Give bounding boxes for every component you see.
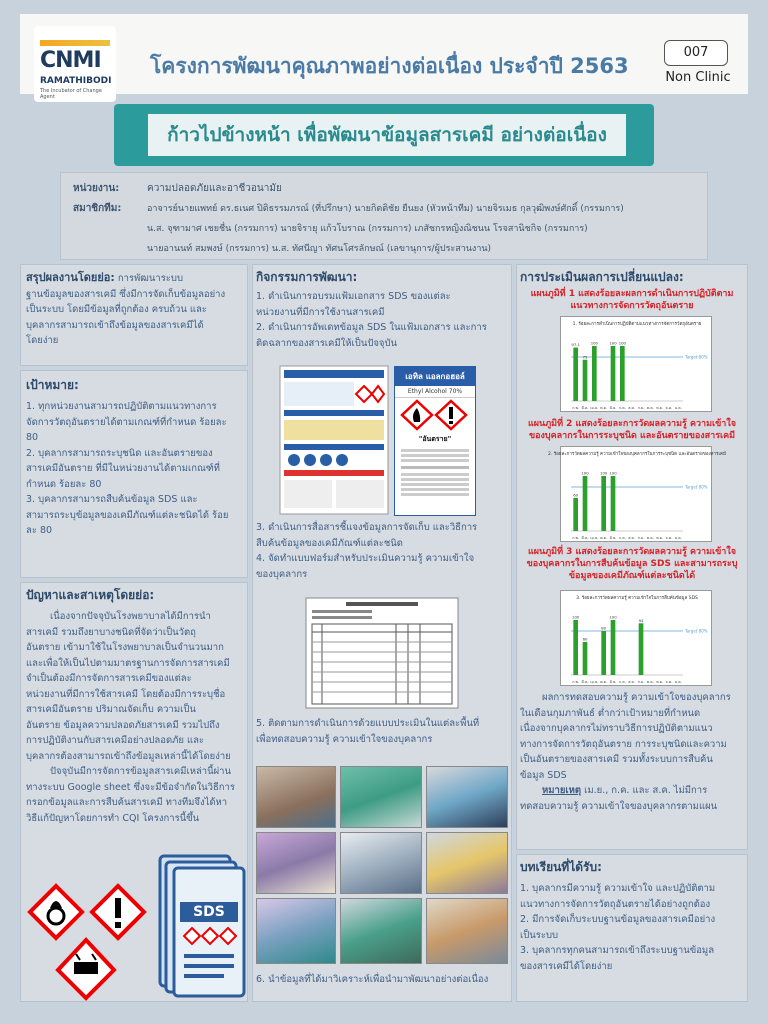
x-tick-label: ก.ค. [618, 536, 626, 540]
result-line: ทางการจัดการวัตถุอันตราย การระบุชนิดและความ [520, 738, 727, 750]
flammable-exclamation-icons [395, 398, 475, 432]
chart-title-text: 2. ร้อยละการวัดผลความรู้ ความเข้าใจของบุคลากรในการระบุชนิด และอันตรายของสารเคมี [548, 452, 726, 457]
x-tick-label: ก.พ. [572, 406, 580, 410]
x-tick-label: ต.ค. [646, 680, 654, 684]
members-line: น.ส. จุฑามาศ เชยชื่น (กรรมการ) นายจิรายุ แก้วโบราณ (กรรมการ) เภสัชกรหญิงณิชนน โรจสานิชกิจ (กรรมการ) [147, 224, 588, 234]
problem-line: วิธีแก้ปัญหาโดยการทำ CQI โครงการนี้ขึ้น [26, 812, 200, 824]
lesson-line: 1. บุคลากรมีความรู้ ความเข้าใจ และปฏิบัติตาม [520, 883, 716, 894]
problem-line: ปัจจุบันมีการจัดการข้อมูลสารเคมีเหล่านี้ผ่าน [50, 766, 232, 777]
oxidizer-icon [30, 886, 82, 938]
data-label: 60 [573, 492, 579, 498]
summary-heading: สรุปผลงานโดยย่อ: [26, 271, 115, 284]
x-tick-label: ส.ค. [628, 406, 636, 410]
x-tick-label: ต.ค. [646, 406, 654, 410]
project-category: Non Clinic [665, 70, 731, 85]
summary-line: บุคลากรสามารถเข้าถึงข้อมูลของสารเคมีได้ [26, 319, 204, 331]
chart2-title-line: แผนภูมิที่ 2 แสดงร้อยละการวัดผลความรู้ ความเข้าใจ [527, 419, 736, 429]
result-line: ข้อมูล SDS [520, 769, 567, 781]
bar [620, 346, 625, 401]
data-label: 60 [582, 636, 588, 642]
x-tick-label: ธ.ค. [665, 680, 673, 684]
sds-label: SDS [193, 904, 225, 920]
x-tick-label: มิ.ย. [609, 680, 617, 684]
data-label: 100 [609, 340, 617, 346]
lesson-line: ของสารเคมีได้โดยง่าย [520, 960, 613, 972]
goal-line: 80 [26, 432, 39, 443]
activity-line: เพื่อทดสอบความรู้ ความเข้าใจของบุคลากร [256, 733, 433, 745]
x-tick-label: เม.ย. [590, 680, 599, 684]
activity-line: 2. ดำเนินการอัพเดทข้อมูล SDS ในแฟ้มเอกสาร และการ [256, 322, 487, 333]
data-label: 100 [609, 614, 617, 620]
activities-text-2 [256, 520, 512, 582]
x-tick-label: ธ.ค. [665, 536, 673, 540]
problems-text [26, 586, 248, 826]
problem-line: จำเป็นต้องมีการจัดการสารเคมีของแต่ละ [26, 673, 192, 684]
x-tick-label: ม.ค. [674, 536, 682, 540]
chart-2 [548, 446, 726, 542]
activity-line: หน่วยงานที่มีการใช้งานสารเคมี [256, 306, 385, 318]
chemical-label-subtitle: Ethyl Alcohol 70% [395, 386, 475, 398]
problem-line: การปฏิบัติงานกับสารเคมีอย่างปลอดภัย และ [26, 735, 205, 746]
activity-photo [426, 832, 508, 894]
x-tick-label: ต.ค. [646, 536, 654, 540]
x-tick-label: ก.ย. [637, 680, 645, 684]
activity-line: ติดฉลากของสารเคมีให้เป็นปัจจุบัน [256, 337, 398, 349]
summary-line: ฐานข้อมูลของสารเคมี ซึ่งมีการจัดเก็บข้อมูลอย่าง [26, 288, 226, 300]
logo-sub-text: RAMATHIBODI [40, 76, 112, 86]
activity-photo [340, 832, 422, 894]
goal-line: สามารถระบุข้อมูลของเคมีภัณฑ์แต่ละชนิดได้ ร้อย [26, 509, 229, 521]
x-tick-label: พ.ย. [656, 680, 664, 684]
activity-line: 1. ดำเนินการอบรมแฟ้มเอกสาร SDS ของแต่ละ [256, 291, 451, 302]
chemical-label-title: เอทิล แอลกอฮอล์ [395, 367, 475, 386]
summary-line: การพัฒนาระบบ [117, 273, 183, 284]
bar [573, 348, 578, 401]
problem-line: บุคลากรต้องสามารถเข้าถึงข้อมูลเหล่านี้ได้โดยง่าย [26, 750, 231, 762]
activity-line: 3. ดำเนินการสื่อสารชี้แจงข้อมูลการจัดเก็บ และวิธีการ [256, 522, 478, 533]
activity-line: 6. นำข้อมูลที่ได้มาวิเคราะห์เพื่อนำมาพัฒนาอย่างต่อเนื่อง [256, 974, 489, 985]
x-tick-label: มี.ค. [581, 406, 589, 410]
x-tick-label: มี.ค. [581, 536, 589, 540]
data-label: 97.1 [571, 342, 580, 348]
data-label: 100 [600, 470, 608, 476]
data-label: 100 [572, 614, 580, 620]
problem-line: กรอกข้อมูลและการสืบค้นสารเคมี ทางทีมจึงได้หา [26, 797, 228, 808]
summary-line: โดยง่าย [26, 335, 59, 346]
result-line: เป็นอันตรายของสารเคมี รวมทั้งระบบการสืบค้น [520, 754, 713, 765]
logo-tagline: The Incubator of Change Agent [40, 88, 102, 100]
x-tick-label: ม.ค. [674, 406, 682, 410]
chart-1 [560, 316, 712, 412]
bar [639, 623, 644, 675]
x-tick-label: ก.ค. [618, 680, 626, 684]
problem-line: อันตราย ข้อมูลความปลอดภัยสารเคมี รวมไปถึง [26, 719, 220, 731]
problem-line: อันตราย เข้ามาใช้ในโรงพยาบาลเป็นจำนวนมาก [26, 642, 224, 653]
problems-heading: ปัญหาและสาเหตุโดยย่อ: [26, 588, 155, 602]
team-info [60, 172, 708, 260]
data-label: 100 [609, 470, 617, 476]
problem-line: สารเคมีอันตราย ปริมาณจัดเก็บ ความเป็น [26, 704, 196, 715]
x-tick-label: ก.ย. [637, 406, 645, 410]
x-tick-label: ก.ค. [618, 406, 626, 410]
chart3-title [518, 546, 746, 582]
target-label: Target 80% [685, 354, 708, 360]
bar [611, 476, 616, 531]
x-tick-label: ส.ค. [628, 680, 636, 684]
members-label: สมาชิกทีม: [73, 203, 122, 214]
x-tick-label: พ.ค. [600, 536, 608, 540]
bar [583, 360, 588, 401]
x-tick-label: ก.พ. [572, 536, 580, 540]
bar [592, 346, 597, 401]
chart-3 [560, 590, 712, 686]
note-line: ทดสอบความรู้ ความเข้าใจของบุคลากรตามแผน [520, 800, 718, 812]
lesson-line: เป็นระบบ [520, 929, 559, 941]
unit-label: หน่วยงาน: [73, 183, 120, 194]
goal-line: 1. ทุกหน่วยงานสามารถปฏิบัติตามแนวทางการ [26, 401, 217, 412]
chart3-title-line: แผนภูมิที่ 3 แสดงร้อยละการวัดผลความรู้ ความเข้าใจ [527, 547, 736, 557]
goal-line: สารเคมีอันตราย ที่มีในหน่วยงานได้ตามเกณฑ์ที่ [26, 463, 220, 474]
lesson-line: 2. มีการจัดเก็บระบบฐานข้อมูลของสารเคมีอย่าง [520, 914, 716, 925]
bar [601, 631, 606, 675]
x-tick-label: พ.ค. [600, 406, 608, 410]
summary-line: เป็นระบบ โดยมีข้อมูลที่ถูกต้อง ครบถ้วน และ [26, 304, 207, 315]
chart2-title [518, 418, 746, 442]
bar [611, 346, 616, 401]
x-tick-label: เม.ย. [590, 406, 599, 410]
problem-line: เนื่องจากปัจจุบันโรงพยาบาลได้มีการนำ [50, 611, 211, 622]
goals-heading: เป้าหมาย: [26, 378, 79, 392]
activity-line: ของบุคลากร [256, 568, 308, 580]
data-label: 100 [618, 340, 626, 346]
x-tick-label: ก.ย. [637, 536, 645, 540]
x-tick-label: พ.ค. [600, 680, 608, 684]
chart2-title-line: ของบุคลากรในการระบุชนิด และอันตรายของสารเคมี [528, 431, 736, 441]
exclamation-icon [92, 886, 144, 938]
activity-line: 5. ติดตามการดำเนินการด้วยแบบประเมินในแต่ละพื้นที่ [256, 718, 480, 729]
hazard-pictograms [26, 882, 156, 1002]
lesson-line: 3. บุคลากรทุกคนสามารถเข้าถึงระบบฐานข้อมูล [520, 945, 715, 956]
chart1-title-line: แนวทางการจัดการวัตถุอันตราย [570, 301, 694, 311]
x-tick-label: ก.พ. [572, 680, 580, 684]
x-tick-label: พ.ย. [656, 536, 664, 540]
activities-text-3 [256, 716, 512, 747]
bar [573, 498, 578, 531]
logo-main-text: CNMI [40, 48, 101, 73]
sds-file-thumbnail [280, 366, 388, 514]
bar [611, 620, 616, 675]
goal-line: ละ 80 [26, 525, 53, 536]
activity-photo [256, 766, 336, 828]
data-label: 75 [582, 354, 588, 360]
bar [583, 642, 588, 675]
chemical-label-warning: "อันตราย" [418, 435, 452, 443]
page-title: โครงการพัฒนาคุณภาพอย่างต่อเนื่อง ประจำปี 2563 [150, 54, 629, 78]
x-tick-label: มี.ค. [581, 680, 589, 684]
activity-photo [340, 898, 422, 964]
activity-line: 4. จัดทำแบบฟอร์มสำหรับประเมินความรู้ ความเข้าใจ [256, 553, 475, 564]
chart-title-text: 3. ร้อยละการวัดผลความรู้ ความเข้าใจในการสืบค้นข้อมูล SDS [576, 596, 698, 601]
bar [601, 476, 606, 531]
problem-line: และเพื่อให้เป็นไปตามมาตรฐานการจัดการสารเคมี [26, 657, 230, 669]
result-line: เนื่องจากบุคลากรไม่ทราบวิธีการปฏิบัติตามแนว [520, 723, 713, 734]
bar [583, 476, 588, 531]
data-label: 80 [601, 625, 607, 631]
data-label: 100 [581, 470, 589, 476]
x-tick-label: ส.ค. [628, 536, 636, 540]
project-code: 007 [664, 40, 728, 66]
goal-line: 2. บุคลากรสามารถระบุชนิด และอันตรายของ [26, 447, 213, 459]
goal-line: 3. บุคลากรสามารถสืบค้นข้อมูล SDS และ [26, 494, 198, 505]
lessons-text [520, 858, 746, 974]
chart3-title-line: ข้อมูลของเคมีภัณฑ์แต่ละชนิดได้ [568, 571, 696, 581]
note-line: เม.ย., ก.ค. และ ส.ค. ไม่มีการ [584, 785, 708, 796]
activity-photo [426, 898, 508, 964]
chart1-title [518, 288, 746, 312]
activity-photo [340, 766, 422, 828]
result-line: ผลการทดสอบความรู้ ความเข้าใจของบุคลากร [542, 692, 731, 703]
activity-line: สืบค้นข้อมูลของเคมีภัณฑ์แต่ละชนิด [256, 537, 403, 549]
lesson-line: แนวทางการจัดการวัตถุอันตรายได้อย่างถูกต้อง [520, 898, 711, 910]
cnmi-logo [34, 26, 116, 102]
activity-photo [256, 898, 336, 964]
target-label: Target 80% [685, 628, 708, 634]
data-label: 94 [638, 617, 644, 623]
activity-photo [426, 766, 508, 828]
chart3-title-line: ของบุคลากรในการสืบค้นข้อมูล SDS และสามารถระบุ [526, 559, 738, 569]
sds-document-icon [156, 850, 248, 1000]
lessons-heading: บทเรียนที่ได้รับ: [520, 860, 602, 874]
target-label: Target 80% [685, 484, 708, 490]
chemical-label [394, 366, 476, 516]
x-tick-label: เม.ย. [590, 536, 599, 540]
activity-photo [256, 832, 336, 894]
project-title: ก้าวไปข้างหน้า เพื่อพัฒนาข้อมูลสารเคมี อย่างต่อเนื่อง [167, 124, 607, 146]
note-label: หมายเหตุ [542, 785, 582, 796]
x-tick-label: ม.ค. [674, 680, 682, 684]
goal-line: จัดการวัตถุอันตรายได้ตามเกณฑ์ที่กำหนด ร้อยละ [26, 416, 227, 428]
x-tick-label: ธ.ค. [665, 406, 673, 410]
chart1-title-line: แผนภูมิที่ 1 แสดงร้อยละผลการดำเนินการปฏิบัติตาม [530, 289, 734, 299]
x-tick-label: พ.ย. [656, 406, 664, 410]
assessment-form-thumbnail [306, 598, 458, 708]
evaluation-heading: การประเมินผลการเปลี่ยนแปลง: [520, 270, 684, 284]
activities-text-1 [256, 268, 512, 351]
unit-value: ความปลอดภัยและอาชีวอนามัย [147, 183, 282, 194]
data-label: 100 [590, 340, 598, 346]
corrosive-icon [58, 940, 114, 998]
problem-line: สารเคมี รวมถึงยาบางชนิดที่จัดว่าเป็นวัตถุ [26, 626, 196, 638]
goal-line: กำหนด ร้อยละ 80 [26, 478, 102, 490]
result-line: ในเดือนกุมภาพันธ์ ต่ำกว่าเป้าหมายที่กำหนด [520, 707, 701, 719]
summary-text [26, 268, 244, 349]
members-line: อาจารย์นายแพทย์ ดร.ธเนศ ปิติธรรมภรณ์ (ที่ปรึกษา) นายกิตติชัย ยืนยง (หัวหน้าทีม) นายจิรเมธ กุลวุฒิพงษ์ศักดิ์ (กรรมการ) [147, 204, 624, 214]
x-tick-label: มิ.ย. [609, 406, 617, 410]
evaluation-result [520, 690, 748, 814]
goals-text [26, 376, 246, 539]
bar [573, 620, 578, 675]
members-line: นายอานนท์ สมพงษ์ (กรรมการ) น.ส. ทัศนีญา ทัศนโศรลักษณ์ (เลขานุการ/ผู้ประสานงาน) [147, 244, 492, 254]
problem-line: ทางระบบ Google sheet ซึ่งจะมีข้อจำกัดในวิธีการ [26, 781, 235, 793]
chart-title-text: 1. ร้อยละการดำเนินการปฏิบัติตามแนวทางการจัดการวัตถุอันตราย [572, 322, 702, 327]
problem-line: หน่วยงานที่มีการใช้สารเคมี โดยต้องมีการระบุชื่อ [26, 688, 226, 700]
logo-accent [40, 40, 110, 46]
x-tick-label: มิ.ย. [609, 536, 617, 540]
activities-heading: กิจกรรมการพัฒนา: [256, 270, 358, 284]
